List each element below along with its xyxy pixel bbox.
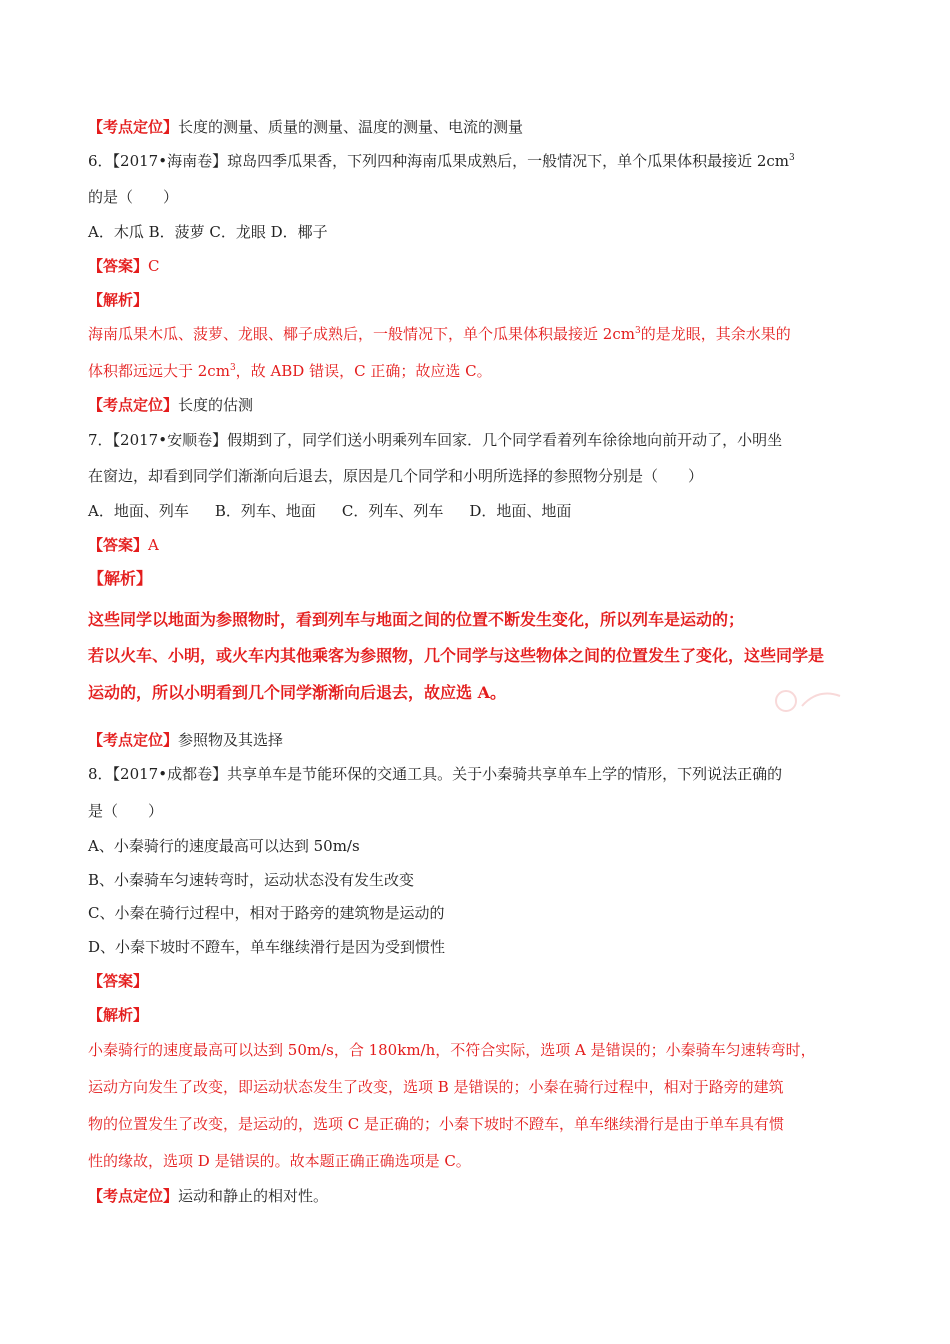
kaodian-row-prev	[88, 117, 523, 137]
analysis-line	[88, 324, 791, 344]
question-number: 8．	[88, 765, 113, 783]
option-d: D、小秦下坡时不蹬车，单车继续滑行是因为受到惯性	[88, 938, 446, 956]
question-text: 琼岛四季瓜果香，下列四种海南瓜果成熟后，一般情况下，单个瓜果体积最接近 2cm	[227, 152, 790, 170]
question-text: 假期到了，同学们送小明乘列车回家．几个同学看着列车徐徐地向前开动了，小明坐	[227, 431, 783, 449]
analysis-line: 性的缘故，选项 D 是错误的。故本题正确正确选项是 C。	[88, 1152, 471, 1170]
answer-label: 【答案】	[88, 536, 149, 554]
question-number: 6．	[88, 152, 113, 170]
analysis-label: 【解析】	[88, 291, 149, 309]
question-source: 【2017•成都卷】	[112, 765, 228, 783]
question-source: 【2017•海南卷】	[112, 152, 228, 170]
option-d: D．地面、地面	[469, 502, 572, 520]
answer-row	[88, 535, 159, 555]
analysis-line: 运动方向发生了改变，即运动状态发生了改变，选项 B 是错误的；小秦在骑行过程中，相对于路旁的建筑	[88, 1078, 784, 1096]
answer-value: A	[148, 536, 159, 554]
answer-label: 【答案】	[88, 972, 149, 990]
question-6-stem-cont: 的是（ ）	[88, 188, 179, 206]
kaodian-label: 【考点定位】	[88, 118, 179, 136]
option-c: C、小秦在骑行过程中，相对于路旁的建筑物是运动的	[88, 904, 445, 922]
kaodian-text: 长度的估测	[178, 396, 254, 414]
analysis-line	[88, 361, 492, 381]
analysis-line: 若以火车、小明，或火车内其他乘客为参照物，几个同学与这些物体之间的位置发生了变化，这些同学是	[88, 646, 825, 665]
question-7-options	[88, 501, 597, 521]
question-7-stem	[88, 430, 782, 450]
watermark-logo	[768, 686, 848, 716]
question-text: 共享单车是节能环保的交通工具。关于小秦骑共享单车上学的情形，下列说法正确的	[227, 765, 783, 783]
kaodian-row	[88, 1186, 328, 1206]
kaodian-row	[88, 730, 283, 750]
option-a: A、小秦骑行的速度最高可以达到 50m/s	[88, 837, 360, 855]
answer-label: 【答案】	[88, 257, 149, 275]
superscript: 3	[229, 363, 236, 373]
kaodian-label: 【考点定位】	[88, 1187, 179, 1205]
question-6-options: A．木瓜 B．菠萝 C．龙眼 D．椰子	[88, 223, 328, 241]
question-6-stem	[88, 151, 795, 171]
kaodian-row	[88, 395, 253, 415]
option-b: B．列车、地面	[214, 502, 316, 520]
answer-value: C	[148, 257, 160, 275]
analysis-text: 的是龙眼，其余水果的	[640, 325, 791, 343]
option-c: C．列车、列车	[341, 502, 444, 520]
question-8-stem-cont: 是（ ）	[88, 802, 164, 820]
analysis-line: 运动的，所以小明看到几个同学渐渐向后退去，故应选 A。	[88, 683, 506, 702]
analysis-text: ，故 ABD 错误，C 正确；故应选 C。	[235, 362, 492, 380]
analysis-text: 体积都远远大于 2cm	[88, 362, 230, 380]
analysis-line: 物的位置发生了改变，是运动的，选项 C 是正确的；小秦下坡时不蹬车，单车继续滑行是由于单车具有惯	[88, 1115, 785, 1133]
kaodian-text: 运动和静止的相对性。	[178, 1187, 329, 1205]
question-8-stem	[88, 764, 782, 784]
option-b: B、小秦骑车匀速转弯时，运动状态没有发生改变	[88, 871, 415, 889]
analysis-text: 海南瓜果木瓜、菠萝、龙眼、椰子成熟后，一般情况下，单个瓜果体积最接近 2cm	[88, 325, 635, 343]
analysis-line: 这些同学以地面为参照物时，看到列车与地面之间的位置不断发生变化，所以列车是运动的；	[88, 610, 745, 629]
analysis-label: 【解析】	[88, 569, 153, 588]
question-source: 【2017•安顺卷】	[112, 431, 228, 449]
kaodian-text: 长度的测量、质量的测量、温度的测量、电流的测量	[178, 118, 524, 136]
question-number: 7．	[88, 431, 113, 449]
superscript: 3	[789, 153, 795, 163]
option-a: A．地面、列车	[88, 502, 189, 520]
answer-row	[88, 256, 160, 276]
kaodian-label: 【考点定位】	[88, 396, 179, 414]
superscript: 3	[634, 326, 641, 336]
analysis-label: 【解析】	[88, 1006, 149, 1024]
question-7-stem-cont: 在窗边，却看到同学们渐渐向后退去，原因是几个同学和小明所选择的参照物分别是（ ）	[88, 467, 704, 485]
kaodian-text: 参照物及其选择	[178, 731, 284, 749]
kaodian-label: 【考点定位】	[88, 731, 179, 749]
analysis-line: 小秦骑行的速度最高可以达到 50m/s，合 180km/h，不符合实际，选项 A 是错误的；小秦骑车匀速转弯时，	[88, 1041, 816, 1059]
